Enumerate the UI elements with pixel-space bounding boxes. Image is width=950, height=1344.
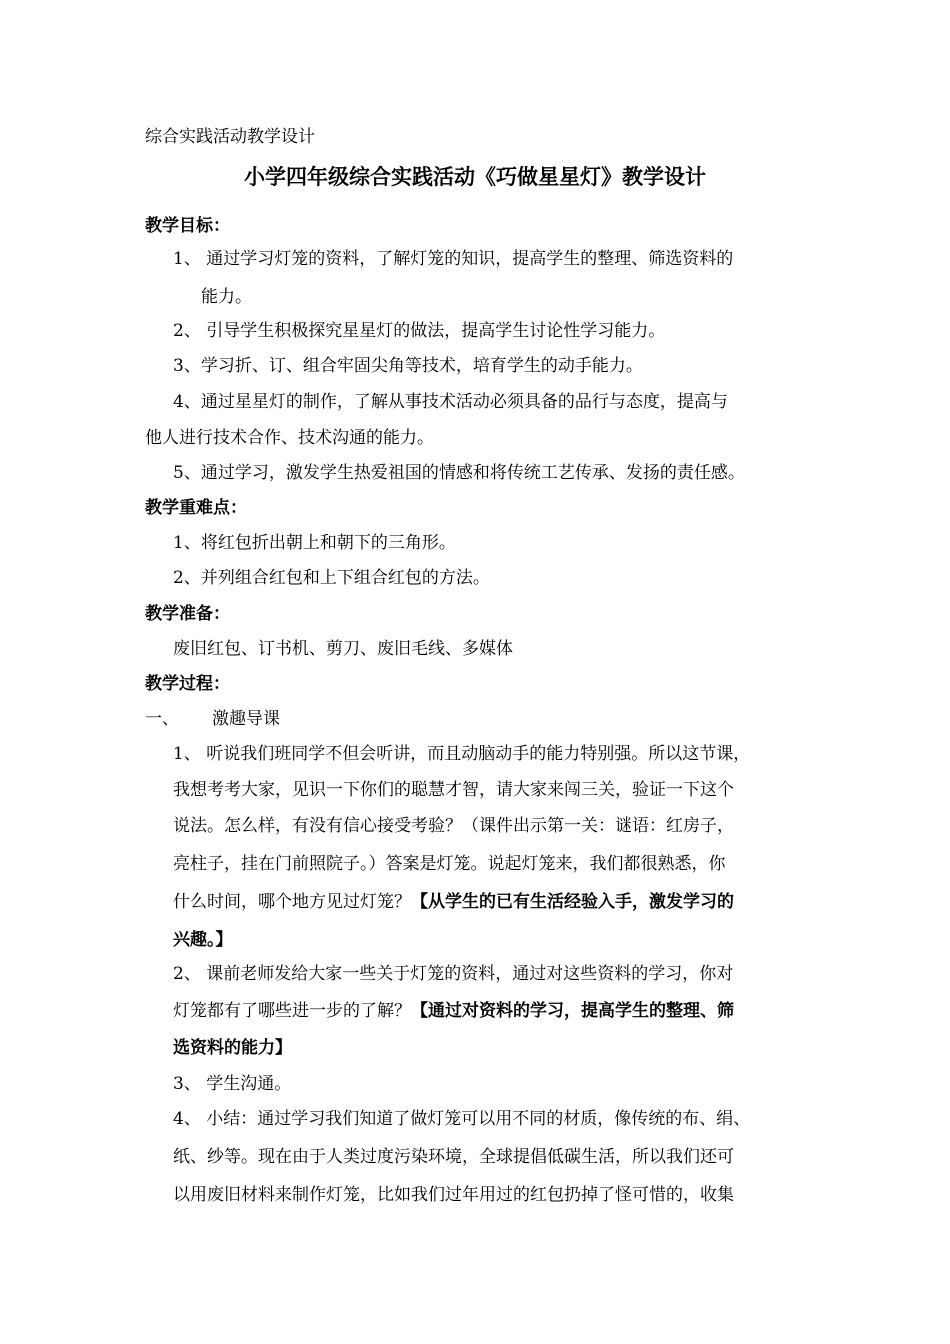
preparation-items: 废旧红包、订书机、剪刀、废旧毛线、多媒体 xyxy=(173,639,513,659)
para-4-line-2: 纸、纱等。现在由于人类过度污染环境，全球提倡低碳生活，所以我们还可 xyxy=(173,1147,734,1167)
para-1-line-4: 亮柱子，挂在门前照院子。）答案是灯笼。说起灯笼来，我们都很熟悉，你 xyxy=(173,854,726,874)
process-heading: 教学过程： xyxy=(145,674,230,694)
preparation-heading: 教学准备： xyxy=(145,604,230,624)
objective-3: 3、学习折、订、组合牢固尖角等技术，培育学生的动手能力。 xyxy=(173,356,643,376)
para-1-line-1: 1、 听说我们班同学不但会听讲，而且动脑动手的能力特别强。所以这节课， xyxy=(173,744,751,764)
section-1-number: 一、 xyxy=(145,709,179,729)
keypoint-2: 2、并列组合红包和上下组合红包的方法。 xyxy=(173,568,490,588)
document-title: 小学四年级综合实践活动《巧做星星灯》教学设计 xyxy=(244,165,706,189)
para-2-line-1: 2、 课前老师发给大家一些关于灯笼的资料，通过对这些资料的学习，你对 xyxy=(173,964,734,984)
para-2-note: 【通过对资料的学习，提高学生的整理、筛 xyxy=(411,1001,734,1021)
objective-4: 4、通过星星灯的制作，了解从事技术活动必须具备的品行与态度，提高与 xyxy=(173,392,728,412)
para-2-line-2 xyxy=(173,1000,734,1022)
para-3: 3、 学生沟通。 xyxy=(173,1074,292,1094)
objective-1-cont: 能力。 xyxy=(201,287,252,307)
para-1-line-3: 说法。怎么样，有没有信心接受考验？（课件出示第一关：谜语：红房子， xyxy=(173,816,734,836)
objective-5: 5、通过学习，激发学生热爱祖国的情感和将传统工艺传承、发扬的责任感。 xyxy=(173,463,745,483)
para-2-note-cont: 选资料的能力】 xyxy=(173,1038,292,1058)
section-1-title: 激趣导课 xyxy=(212,709,280,729)
para-2-line-2-text: 灯笼都有了哪些进一步的了解？ xyxy=(173,1001,411,1021)
document-header: 综合实践活动教学设计 xyxy=(145,127,315,147)
objective-4-cont: 他人进行技术合作、技术沟通的能力。 xyxy=(145,428,434,448)
para-1-note-cont: 兴趣。】 xyxy=(173,930,233,950)
para-1-line-5 xyxy=(173,891,734,913)
objectives-heading: 教学目标： xyxy=(145,216,230,236)
objective-1: 1、 通过学习灯笼的资料，了解灯笼的知识，提高学生的整理、筛选资料的 xyxy=(173,249,734,269)
para-4-line-1: 4、 小结：通过学习我们知道了做灯笼可以用不同的材质，像传统的布、绢、 xyxy=(173,1109,751,1129)
keypoint-1: 1、将红包折出朝上和朝下的三角形。 xyxy=(173,533,456,553)
para-1-note: 【从学生的已有生活经验入手，激发学习的 xyxy=(411,892,734,912)
para-1-line-2: 我想考考大家，见识一下你们的聪慧才智，请大家来闯三关，验证一下这个 xyxy=(173,780,734,800)
para-4-line-3: 以用废旧材料来制作灯笼，比如我们过年用过的红包扔掉了怪可惜的，收集 xyxy=(173,1185,734,1205)
para-1-line-5-text: 什么时间，哪个地方见过灯笼？ xyxy=(173,892,411,912)
objective-2: 2、 引导学生积极探究星星灯的做法，提高学生讨论性学习能力。 xyxy=(173,321,666,341)
keypoints-heading: 教学重难点： xyxy=(145,498,247,518)
